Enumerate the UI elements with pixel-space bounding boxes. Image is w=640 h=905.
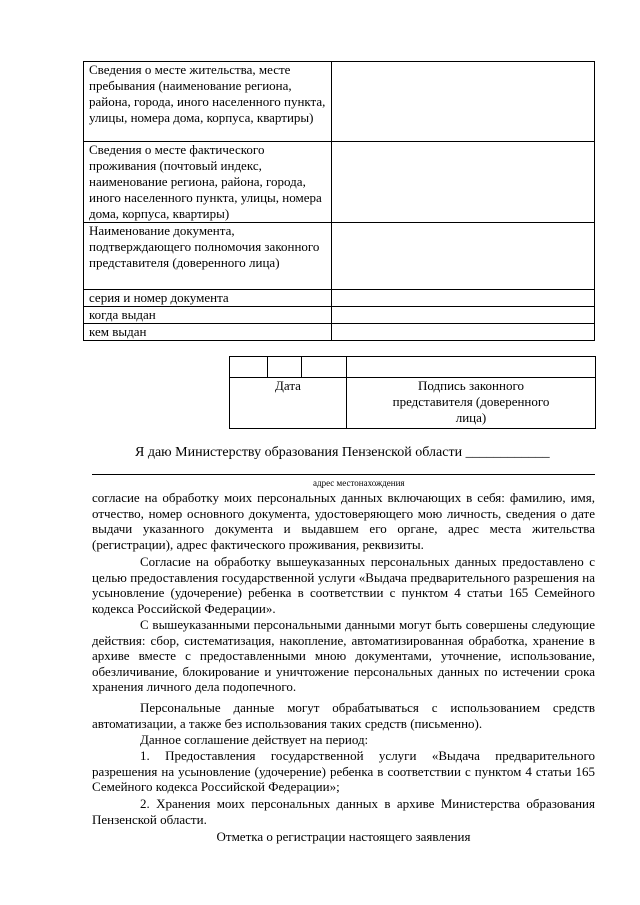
issued-by-value[interactable]	[332, 324, 595, 341]
signature-cell[interactable]	[347, 357, 596, 378]
date-label: Дата	[230, 378, 347, 429]
actual-residence-value[interactable]	[332, 142, 595, 223]
consent-paragraph-5: Данное соглашение действует на период:	[140, 732, 369, 747]
table-row	[230, 378, 596, 429]
table-row	[84, 307, 595, 324]
residence-label: Сведения о месте жительства, месте пребывания (наименование региона, района, города, иного населенного пункта, улицы, номера дома, корпуса, квартиры)	[84, 62, 332, 142]
residence-value[interactable]	[332, 62, 595, 142]
signature-label: Подпись законного представителя (доверенного лица)	[347, 378, 596, 429]
issue-date-label: когда выдан	[84, 307, 332, 324]
table-row	[84, 223, 595, 290]
month-cell[interactable]	[268, 357, 302, 378]
actual-residence-label: Сведения о месте фактического проживания (почтовый индекс, наименование региона, района, города, иного населенного пункта, улицы, номера дома, корпуса, квартиры)	[84, 142, 332, 223]
table-row	[84, 290, 595, 307]
consent-paragraph-2: Согласие на обработку вышеуказанных персональных данных предоставлено с целью предоставления государственной услуги «Выдача предварительного разрешения на усыновление (удочерение) ребенка в соответствии с пунктом 4 статьи 165 Семейного кодекса Российской Федерации».	[92, 554, 595, 616]
consent-paragraph-4: Персональные данные могут обрабатываться с использованием средств автоматизации, а также без использования таких средств (письменно).	[92, 700, 595, 731]
issue-date-value[interactable]	[332, 307, 595, 324]
document-number-value[interactable]	[332, 290, 595, 307]
table-row	[84, 62, 595, 142]
issued-by-label: кем выдан	[84, 324, 332, 341]
table-row	[84, 142, 595, 223]
registration-mark-title: Отметка о регистрации настоящего заявления	[216, 829, 471, 844]
day-cell[interactable]	[230, 357, 268, 378]
table-row	[84, 324, 595, 341]
address-underline	[92, 474, 595, 475]
authority-document-label: Наименование документа, подтверждающего полномочия законного представителя (доверенного лица)	[84, 223, 332, 290]
table-row	[230, 357, 596, 378]
document-number-label: серия и номер документа	[84, 290, 332, 307]
consent-paragraph-6: 1. Предоставления государственной услуги «Выдача предварительного разрешения на усыновление (удочерение) ребенка в соответствии с пунктом 4 статьи 165 Семейного кодекса Российской Федерации»;	[92, 748, 595, 795]
consent-paragraph-1: согласие на обработку моих персональных данных включающих в себя: фамилию, имя, отчество, номер основного документа, удостоверяющего мою личность, сведения о дате выдачи указанного документа и выдавшем его органе, адрес места жительства (регистрации), адрес фактического проживания, реквизиты.	[92, 490, 595, 552]
year-cell[interactable]	[302, 357, 347, 378]
consent-paragraph-3: С вышеуказанными персональными данными могут быть совершены следующие действия: сбор, систематизация, накопление, автоматизированная обработка, хранение в архиве вместе с предоставленными мною документами, уточнение, использование, обезличивание, блокирование и уничтожение персональных данных по истечении срока хранения личного дела подопечного.	[92, 617, 595, 695]
address-caption: адрес местонахождения	[313, 478, 405, 488]
consent-paragraph-7: 2. Хранения моих персональных данных в архиве Министерства образования Пензенской области.	[92, 796, 595, 827]
applicant-info-table	[83, 61, 595, 341]
date-signature-table	[229, 356, 596, 429]
consent-intro: Я даю Министерству образования Пензенской области ____________	[135, 445, 550, 460]
authority-document-value[interactable]	[332, 223, 595, 290]
